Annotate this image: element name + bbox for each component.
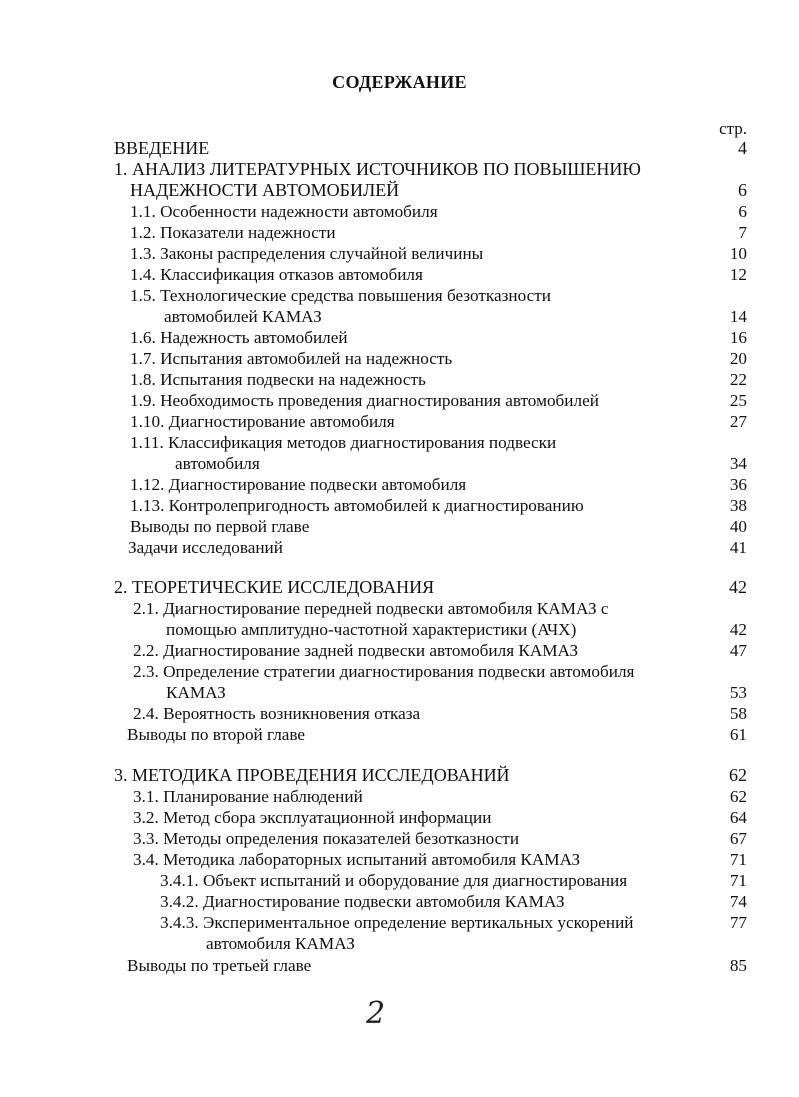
handwritten-page-number: 2: [366, 996, 386, 1031]
toc-title: СОДЕРЖАНИЕ: [332, 72, 467, 92]
page-column-header: стр.: [719, 119, 747, 138]
